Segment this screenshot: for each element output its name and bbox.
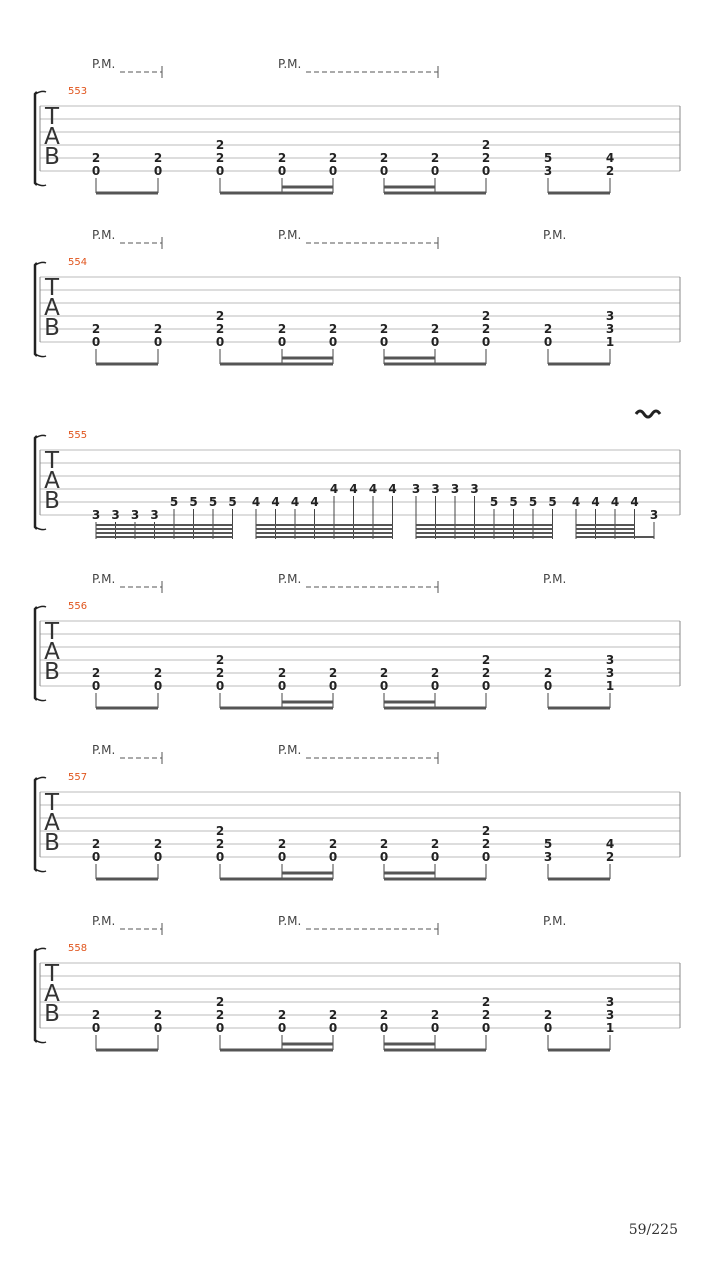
system-bracket xyxy=(35,607,37,700)
tab-clef-letter: B xyxy=(44,830,60,856)
fret-number: 2 xyxy=(215,666,225,680)
fret-number: 0 xyxy=(379,850,389,864)
fret-number: 0 xyxy=(215,335,225,349)
fret-number: 4 xyxy=(571,495,581,509)
fret-number: 1 xyxy=(605,679,615,693)
fret-number: 2 xyxy=(328,1008,338,1022)
fret-number: 5 xyxy=(543,837,553,851)
tab-clef-letter: A xyxy=(44,810,60,836)
fret-number: 2 xyxy=(215,151,225,165)
fret-number: 2 xyxy=(430,151,440,165)
fret-number: 0 xyxy=(379,679,389,693)
tab-clef-letter: T xyxy=(44,104,60,130)
fret-number: 4 xyxy=(271,495,280,509)
tab-clef-letter: A xyxy=(44,124,60,150)
page-number: 59/225 xyxy=(628,1222,678,1238)
fret-number: 4 xyxy=(310,495,319,509)
fret-number: 4 xyxy=(591,495,600,509)
fret-number: 0 xyxy=(91,679,101,693)
fret-number: 0 xyxy=(277,164,287,178)
fret-number: 0 xyxy=(215,1021,225,1035)
fret-number: 0 xyxy=(277,1021,287,1035)
palm-mute-label: P.M. xyxy=(278,228,302,242)
fret-number: 2 xyxy=(277,666,287,680)
fret-number: 0 xyxy=(153,1021,163,1035)
fret-number: 3 xyxy=(470,482,479,496)
fret-number: 4 xyxy=(290,495,300,509)
tab-system-556 xyxy=(35,572,680,708)
fret-number: 5 xyxy=(228,495,237,509)
fret-number: 4 xyxy=(349,482,358,496)
fret-number: 4 xyxy=(630,495,639,509)
fret-number: 4 xyxy=(605,151,615,165)
palm-mute-label: P.M. xyxy=(278,57,302,71)
fret-number: 3 xyxy=(605,995,615,1009)
fret-number: 2 xyxy=(277,1008,287,1022)
fret-number: 2 xyxy=(328,837,338,851)
fret-number: 2 xyxy=(328,151,338,165)
fret-number: 2 xyxy=(153,666,163,680)
tab-clef-letter: B xyxy=(44,659,60,685)
tab-clef-letter: A xyxy=(44,468,60,494)
fret-number: 0 xyxy=(328,335,338,349)
fret-number: 2 xyxy=(153,837,163,851)
tab-system-558 xyxy=(35,914,680,1050)
fret-number: 5 xyxy=(189,495,198,509)
fret-number: 0 xyxy=(153,850,163,864)
fret-number: 1 xyxy=(605,1021,615,1035)
palm-mute-label: P.M. xyxy=(92,57,116,71)
tab-clef-letter: T xyxy=(44,448,60,474)
fret-number: 2 xyxy=(215,1008,225,1022)
fret-number: 3 xyxy=(450,482,460,496)
tremolo-picking-icon xyxy=(636,411,660,417)
tab-clef-letter: A xyxy=(44,295,60,321)
fret-number: 0 xyxy=(328,1021,338,1035)
fret-number: 2 xyxy=(91,837,101,851)
measure-number: 557 xyxy=(68,772,88,783)
palm-mute-label: P.M. xyxy=(278,914,302,928)
palm-mute-label: P.M. xyxy=(92,572,116,586)
fret-number: 3 xyxy=(605,309,615,323)
fret-number: 0 xyxy=(153,679,163,693)
tab-clef-letter: B xyxy=(44,488,60,514)
fret-number: 3 xyxy=(91,508,101,522)
fret-number: 0 xyxy=(430,850,440,864)
tab-system-555 xyxy=(35,411,680,539)
tab-clef-letter: A xyxy=(44,639,60,665)
fret-number: 2 xyxy=(481,322,491,336)
fret-number: 0 xyxy=(277,679,287,693)
fret-number: 0 xyxy=(481,1021,491,1035)
system-bracket xyxy=(35,778,37,871)
palm-mute-label: P.M. xyxy=(543,914,567,928)
fret-number: 0 xyxy=(153,335,163,349)
measure-number: 558 xyxy=(68,943,88,954)
fret-number: 4 xyxy=(329,482,339,496)
fret-number: 2 xyxy=(430,322,440,336)
fret-number: 2 xyxy=(543,322,553,336)
fret-number: 0 xyxy=(91,164,101,178)
fret-number: 0 xyxy=(328,164,338,178)
tab-clef-letter: B xyxy=(44,315,60,341)
fret-number: 2 xyxy=(91,322,101,336)
fret-number: 2 xyxy=(91,666,101,680)
tab-clef-letter: T xyxy=(44,790,60,816)
tab-clef-letter: T xyxy=(44,275,60,301)
fret-number: 3 xyxy=(543,164,553,178)
measure-number: 556 xyxy=(68,601,88,612)
fret-number: 2 xyxy=(481,309,491,323)
fret-number: 5 xyxy=(548,495,557,509)
fret-number: 2 xyxy=(153,1008,163,1022)
fret-number: 2 xyxy=(481,666,491,680)
fret-number: 2 xyxy=(215,138,225,152)
fret-number: 0 xyxy=(91,850,101,864)
fret-number: 2 xyxy=(379,837,389,851)
fret-number: 2 xyxy=(215,837,225,851)
fret-number: 0 xyxy=(430,164,440,178)
fret-number: 2 xyxy=(215,653,225,667)
fret-number: 3 xyxy=(649,508,659,522)
fret-number: 5 xyxy=(509,495,518,509)
fret-number: 0 xyxy=(379,164,389,178)
fret-number: 2 xyxy=(215,995,225,1009)
tab-clef-letter: B xyxy=(44,144,60,170)
fret-number: 0 xyxy=(379,335,389,349)
fret-number: 2 xyxy=(379,1008,389,1022)
fret-number: 1 xyxy=(605,335,615,349)
tab-clef-letter: T xyxy=(44,961,60,987)
tab-clef-letter: A xyxy=(44,981,60,1007)
tab-clef-letter: T xyxy=(44,619,60,645)
palm-mute-label: P.M. xyxy=(278,743,302,757)
tab-system-554 xyxy=(35,228,680,364)
fret-number: 4 xyxy=(388,482,397,496)
fret-number: 5 xyxy=(208,495,218,509)
tab-system-553 xyxy=(35,57,680,193)
tab-clef-letter: B xyxy=(44,1001,60,1027)
fret-number: 3 xyxy=(605,653,615,667)
measure-number: 553 xyxy=(68,86,88,97)
fret-number: 5 xyxy=(528,495,538,509)
fret-number: 2 xyxy=(379,151,389,165)
fret-number: 0 xyxy=(543,679,553,693)
fret-number: 5 xyxy=(169,495,179,509)
fret-number: 0 xyxy=(543,335,553,349)
fret-number: 2 xyxy=(277,322,287,336)
fret-number: 2 xyxy=(605,164,615,178)
fret-number: 2 xyxy=(215,824,225,838)
fret-number: 2 xyxy=(481,824,491,838)
fret-number: 0 xyxy=(215,850,225,864)
palm-mute-label: P.M. xyxy=(543,572,567,586)
fret-number: 0 xyxy=(481,679,491,693)
system-bracket xyxy=(35,436,37,529)
fret-number: 2 xyxy=(543,666,553,680)
fret-number: 3 xyxy=(130,508,140,522)
fret-number: 3 xyxy=(111,508,120,522)
palm-mute-label: P.M. xyxy=(92,743,116,757)
fret-number: 0 xyxy=(91,335,101,349)
fret-number: 0 xyxy=(215,679,225,693)
fret-number: 5 xyxy=(489,495,499,509)
fret-number: 0 xyxy=(277,850,287,864)
palm-mute-label: P.M. xyxy=(543,228,567,242)
fret-number: 0 xyxy=(379,1021,389,1035)
palm-mute-label: P.M. xyxy=(92,914,116,928)
palm-mute-label: P.M. xyxy=(278,572,302,586)
fret-number: 0 xyxy=(543,1021,553,1035)
fret-number: 2 xyxy=(91,151,101,165)
fret-number: 3 xyxy=(543,850,553,864)
fret-number: 2 xyxy=(379,322,389,336)
fret-number: 2 xyxy=(215,309,225,323)
fret-number: 2 xyxy=(277,151,287,165)
fret-number: 2 xyxy=(91,1008,101,1022)
fret-number: 4 xyxy=(605,837,615,851)
fret-number: 4 xyxy=(251,495,261,509)
fret-number: 2 xyxy=(605,850,615,864)
fret-number: 0 xyxy=(153,164,163,178)
fret-number: 2 xyxy=(430,666,440,680)
fret-number: 0 xyxy=(328,679,338,693)
fret-number: 2 xyxy=(277,837,287,851)
system-bracket xyxy=(35,92,37,185)
fret-number: 0 xyxy=(481,164,491,178)
fret-number: 3 xyxy=(431,482,440,496)
fret-number: 3 xyxy=(411,482,421,496)
fret-number: 2 xyxy=(215,322,225,336)
fret-number: 4 xyxy=(610,495,620,509)
fret-number: 0 xyxy=(481,850,491,864)
fret-number: 0 xyxy=(91,1021,101,1035)
fret-number: 2 xyxy=(481,653,491,667)
fret-number: 0 xyxy=(328,850,338,864)
fret-number: 3 xyxy=(150,508,159,522)
fret-number: 2 xyxy=(481,837,491,851)
fret-number: 0 xyxy=(481,335,491,349)
measure-number: 555 xyxy=(68,430,88,441)
fret-number: 2 xyxy=(430,1008,440,1022)
fret-number: 2 xyxy=(543,1008,553,1022)
fret-number: 2 xyxy=(481,151,491,165)
fret-number: 2 xyxy=(153,151,163,165)
measure-number: 554 xyxy=(68,257,88,268)
fret-number: 0 xyxy=(215,164,225,178)
system-bracket xyxy=(35,263,37,356)
fret-number: 2 xyxy=(481,995,491,1009)
fret-number: 5 xyxy=(543,151,553,165)
fret-number: 2 xyxy=(328,666,338,680)
fret-number: 0 xyxy=(430,679,440,693)
fret-number: 2 xyxy=(481,1008,491,1022)
fret-number: 3 xyxy=(605,322,615,336)
fret-number: 0 xyxy=(430,1021,440,1035)
fret-number: 2 xyxy=(153,322,163,336)
system-bracket xyxy=(35,949,37,1042)
fret-number: 0 xyxy=(430,335,440,349)
fret-number: 3 xyxy=(605,666,615,680)
fret-number: 2 xyxy=(328,322,338,336)
palm-mute-label: P.M. xyxy=(92,228,116,242)
fret-number: 4 xyxy=(368,482,378,496)
fret-number: 2 xyxy=(481,138,491,152)
fret-number: 3 xyxy=(605,1008,615,1022)
fret-number: 2 xyxy=(430,837,440,851)
tab-system-557 xyxy=(35,743,680,879)
fret-number: 0 xyxy=(277,335,287,349)
fret-number: 2 xyxy=(379,666,389,680)
